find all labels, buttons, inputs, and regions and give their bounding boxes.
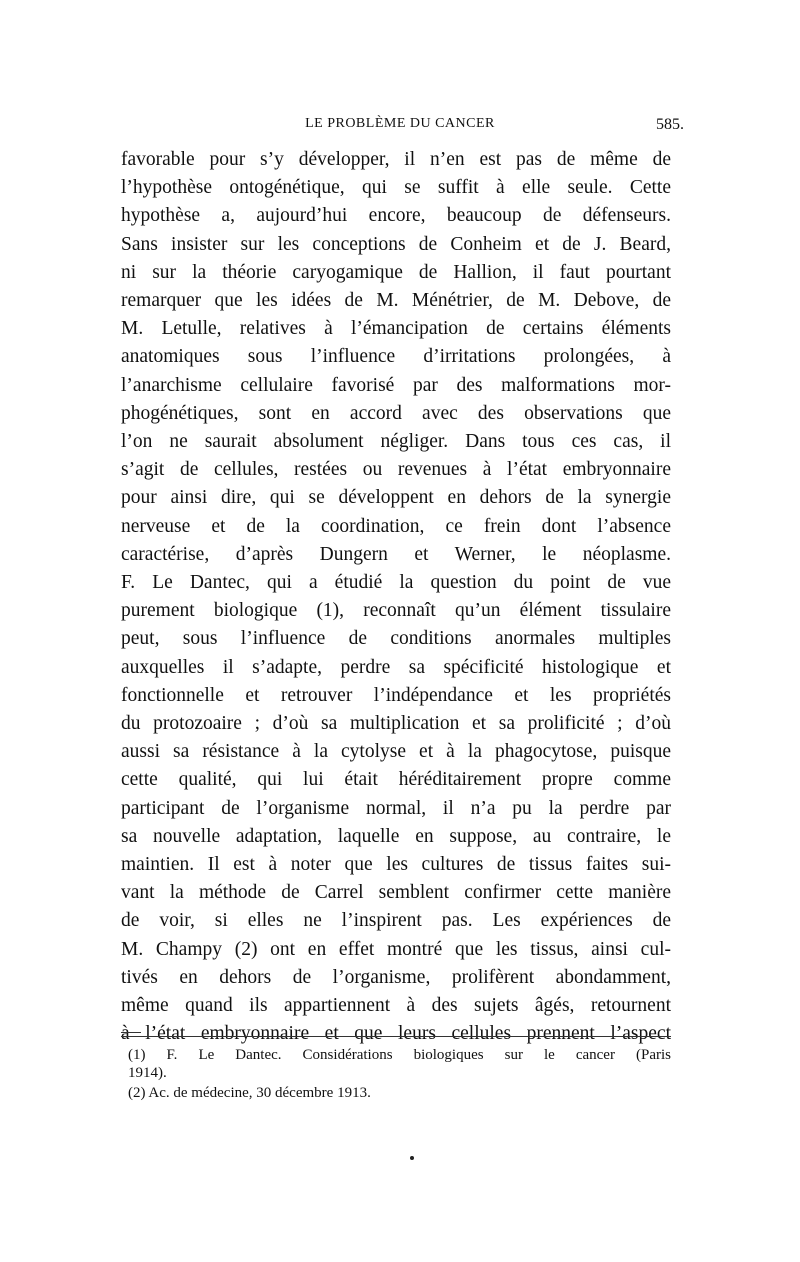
footnote-2 (128, 1084, 671, 1102)
text-line: M. Champy (2) ont en effet montré que les tissus, ainsi cul- (121, 938, 671, 960)
text-line: l’hypothèse ontogénétique, qui se suffit à elle seule. Cette (121, 177, 671, 199)
text-line: nerveuse et de la coordination, ce frein dont l’absence (121, 515, 671, 537)
text-line: fonctionnelle et retrouver l’indépendance et les propriétés (121, 684, 671, 706)
footnote-line: 1914). (128, 1065, 167, 1081)
footnote-line: (2) Ac. de médecine, 30 décembre 1913. (128, 1085, 371, 1101)
body-text (121, 146, 671, 1049)
text-line: peut, sous l’influence de conditions anormales multiples (121, 628, 671, 650)
text-line: favorable pour s’y développer, il n’en est pas de même de (121, 149, 671, 170)
text-line: du protozoaire ; d’où sa multiplication et sa prolificité ; d’où (121, 713, 671, 735)
page-number: 585. (656, 116, 684, 133)
text-line: tivés en dehors de l’organisme, prolifèrent abondamment, (121, 966, 671, 988)
text-line: caractérise, d’après Dungern et Werner, le néoplasme. (121, 543, 671, 565)
text-line: vant la méthode de Carrel semblent confirmer cette manière (121, 882, 671, 904)
text-line: sa nouvelle adaptation, laquelle en suppose, au contraire, le (121, 825, 671, 847)
footnotes (128, 1046, 671, 1104)
text-line: M. Letulle, relatives à l’émancipation de certains éléments (121, 318, 671, 340)
text-line: remarquer que les idées de M. Ménétrier, de M. Debove, de (121, 290, 671, 312)
footnote-rule (121, 1036, 671, 1037)
text-line: l’on ne saurait absolument négliger. Dans tous ces cas, il (121, 431, 671, 453)
text-line: ni sur la théorie caryogamique de Hallion, il faut pourtant (121, 261, 671, 283)
footnote-line: (1) F. Le Dantec. Considérations biologiques sur le cancer (Paris (128, 1047, 671, 1063)
text-line: purement biologique (1), reconnaît qu’un élément tissulaire (121, 600, 671, 622)
running-head (120, 116, 684, 140)
text-line: F. Le Dantec, qui a étudié la question du point de vue (121, 572, 671, 594)
text-line: participant de l’organisme normal, il n’a pu la perdre par (121, 797, 671, 819)
text-line: maintien. Il est à noter que les cultures de tissus faites sui- (121, 854, 671, 876)
text-line: anatomiques sous l’influence d’irritations prolongées, à (121, 346, 671, 368)
footnote-rule-short (121, 1032, 141, 1033)
text-line: pour ainsi dire, qui se développent en dehors de la synergie (121, 487, 671, 509)
text-line: cette qualité, qui lui était héréditairement propre comme (121, 769, 671, 791)
text-line: à l’état embryonnaire et que leurs cellules prennent l’aspect (121, 1023, 671, 1045)
footnote-1 (128, 1046, 671, 1082)
text-line: s’agit de cellules, restées ou revenues à l’état embryonnaire (121, 459, 671, 481)
printer-mark (410, 1156, 414, 1160)
text-line: Sans insister sur les conceptions de Conheim et de J. Beard, (121, 233, 671, 255)
text-line: même quand ils appartiennent à des sujets âgés, retournent (121, 995, 671, 1017)
text-line: l’anarchisme cellulaire favorisé par des malformations mor- (121, 374, 671, 396)
text-line: aussi sa résistance à la cytolyse et à la phagocytose, puisque (121, 741, 671, 763)
text-line: auxquelles il s’adapte, perdre sa spécificité histologique et (121, 656, 671, 678)
text-line: de voir, si elles ne l’inspirent pas. Les expériences de (121, 910, 671, 932)
running-title: LE PROBLÈME DU CANCER (305, 116, 495, 131)
text-line: hypothèse a, aujourd’hui encore, beaucoup de défenseurs. (121, 205, 671, 227)
text-line: phogénétiques, sont en accord avec des observations que (121, 402, 671, 424)
